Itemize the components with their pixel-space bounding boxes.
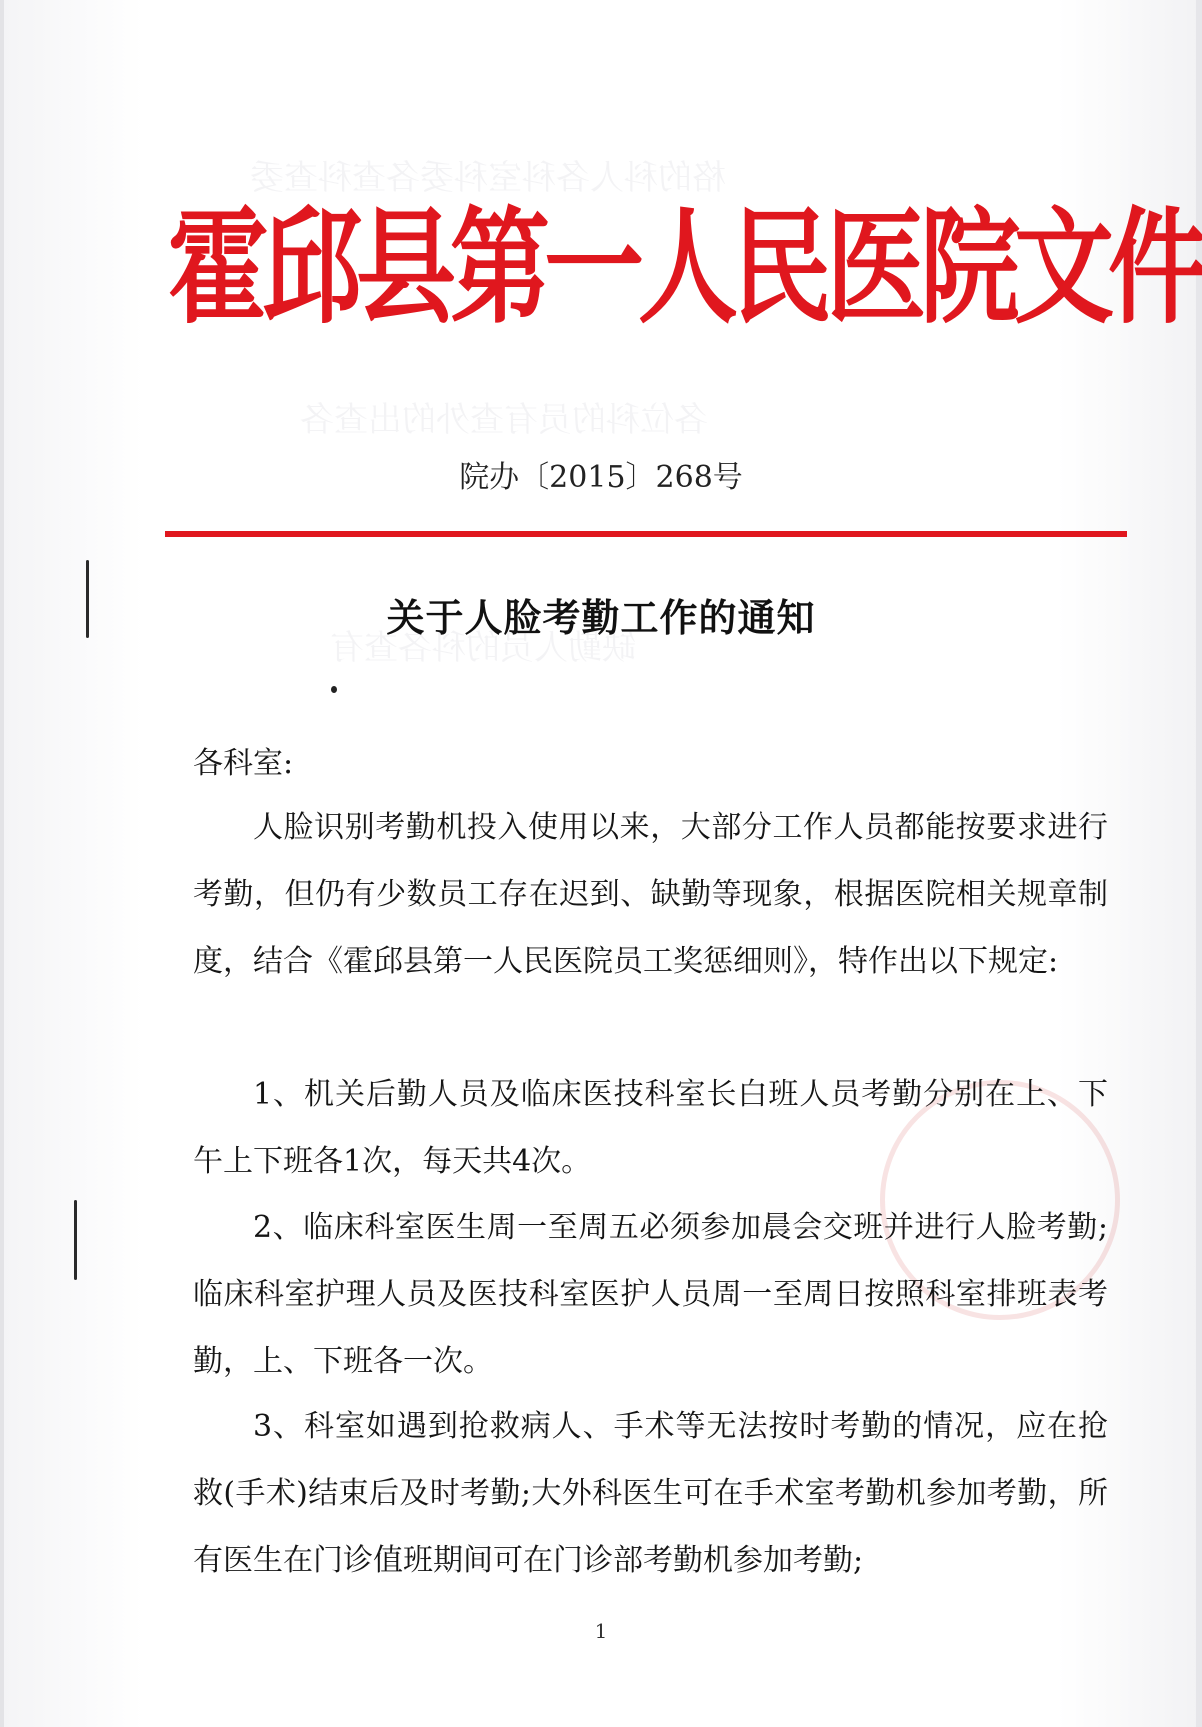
bleed-through-text: 各位科的员有查外的出查各 bbox=[300, 400, 708, 440]
notice-title: 关于人脸考勤工作的通知 bbox=[386, 596, 816, 640]
bleed-through-text: 缺勤人员的科各查有 bbox=[330, 628, 636, 668]
salutation: 各科室: bbox=[193, 746, 294, 781]
header-red-rule bbox=[165, 531, 1127, 537]
document-header-title: 霍邱县第一人民医院文件 bbox=[168, 193, 1202, 341]
staple-mark bbox=[74, 1200, 77, 1280]
document-number: 院办〔2015〕268号 bbox=[459, 460, 743, 495]
paragraph-intro: 人脸识别考勤机投入使用以来，大部分工作人员都能按要求进行考勤，但仍有少数员工存在迟到、缺勤等现象，根据医院相关规章制度，结合《霍邱县第一人民医院员工奖惩细则》，特作出以下规定: bbox=[193, 810, 1108, 979]
paragraph-rule-2: 2、临床科室医生周一至周五必须参加晨会交班并进行人脸考勤;临床科室护理人员及医技科室医护人员周一至周日按照科室排班表考勤，上、下班各一次。 bbox=[193, 1210, 1108, 1379]
page-number: 1 bbox=[594, 1619, 608, 1643]
bleed-through-text: 格的科人各科室科委各查科查委 bbox=[250, 158, 726, 198]
paragraph-rule-1: 1、机关后勤人员及临床医技科室长白班人员考勤分别在上、下午上下班各1次，每天共4次。 bbox=[193, 1077, 1108, 1179]
paragraph-rule-3: 3、科室如遇到抢救病人、手术等无法按时考勤的情况，应在抢救(手术)结束后及时考勤;大外科医生可在手术室考勤机参加考勤，所有医生在门诊值班期间可在门诊部考勤机参加考勤; bbox=[193, 1409, 1108, 1578]
ink-dot bbox=[331, 686, 337, 693]
